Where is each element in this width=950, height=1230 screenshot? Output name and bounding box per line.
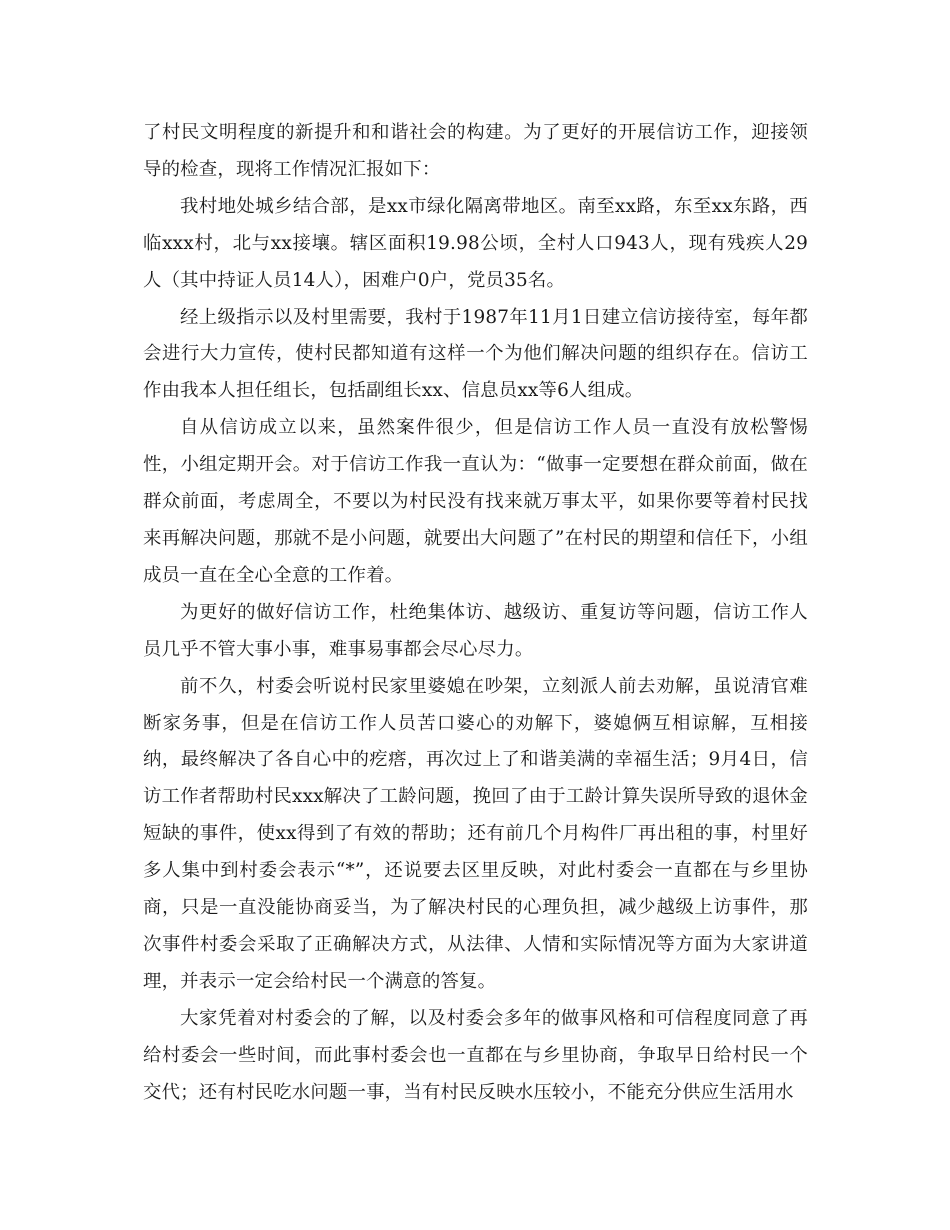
paragraph-case-examples: 前不久，村委会听说村民家里婆媳在吵架，立刻派人前去劝解，虽说清官难断家务事，但是在信访工作人员苦口婆心的劝解下，婆媳俩互相谅解，互相接纳，最终解决了各自心中的疙瘩，再次过上了和谐美满的幸福生活；9月4日，信访工作者帮助村民xxx解决了工龄问题，挽回了由于工龄计算失误所导致的退休金短缺的事件，使xx得到了有效的帮助；还有前几个月构件厂再出租的事，村里好多人集中到村委会表示“*”，还说要去区里反映，对此村委会一直都在与乡里协商，只是一直没能协商妥当，为了解决村民的心理负担，减少越级上访事件，那次事件村委会采取了正确解决方式，从法律、人情和实际情况等方面为大家讲道理，并表示一定会给村民一个满意的答复。 <box>143 675 808 992</box>
paragraph-village-overview: 我村地处城乡结合部，是xx市绿化隔离带地区。南至xx路，东至xx东路，西临xxx村，北与xx接壤。辖区面积19.98公顷，全村人口943人，现有残疾人29人（其中持证人员14人），困难户0户，党员35名。 <box>143 195 808 291</box>
paragraph-water-issue: 大家凭着对村委会的了解，以及村委会多年的做事风格和可信程度同意了再给村委会一些时间，而此事村委会也一直都在与乡里协商，争取早日给村民一个交代；还有村民吃水问题一事，当有村民反映水压较小，不能充分供应生活用水 <box>143 1007 808 1103</box>
paragraph-continuation: 了村民文明程度的新提升和和谐社会的构建。为了更好的开展信访工作，迎接领导的检查，现将工作情况汇报如下： <box>143 122 808 180</box>
paragraph-reception-office: 经上级指示以及村里需要，我村于1987年11月1日建立信访接待室，每年都会进行大力宣传，使村民都知道有这样一个为他们解决问题的组织存在。信访工作由我本人担任组长，包括副组长xx、信息员xx等6人组成。 <box>143 306 808 402</box>
document-body <box>143 115 808 1111</box>
paragraph-vigilance: 自从信访成立以来，虽然案件很少，但是信访工作人员一直没有放松警惕性，小组定期开会。对于信访工作我一直认为：“做事一定要想在群众前面，做在群众前面，考虑周全，不要以为村民没有找来就万事太平，如果你要等着村民找来再解决问题，那就不是小问题，就要出大问题了”在村民的期望和信任下，小组成员一直在全心全意的工作着。 <box>143 417 808 586</box>
paragraph-prevention: 为更好的做好信访工作，杜绝集体访、越级访、重复访等问题，信访工作人员几乎不管大事小事，难事易事都会尽心尽力。 <box>143 601 808 660</box>
